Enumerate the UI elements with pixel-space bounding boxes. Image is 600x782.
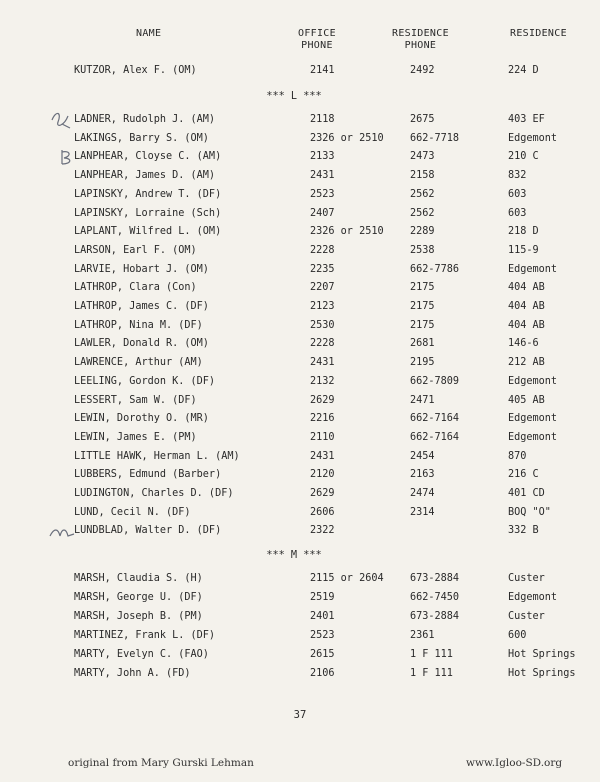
entry-name: LEWIN, Dorothy O. (MR): [74, 413, 209, 425]
entry-name: LEELING, Gordon K. (DF): [74, 375, 216, 387]
entry-name: LANPHEAR, James D. (AM): [74, 170, 216, 182]
table-row: [0, 589, 600, 607]
entry-name: LAWLER, Donald R. (OM): [74, 338, 209, 350]
entry-office-phone: 2431: [310, 357, 335, 369]
entry-name: LUDINGTON, Charles D. (DF): [74, 488, 234, 499]
entry-residence: 600: [508, 629, 527, 641]
entry-residence-phone: 673-2884: [410, 573, 460, 584]
entry-residence: 218 D: [508, 226, 539, 238]
section-heading-l: *** L ***: [266, 91, 322, 102]
entry-office-phone: 2519: [310, 591, 335, 603]
entry-name: LITTLE HAWK, Herman L. (AM): [74, 450, 240, 462]
entry-residence: 216 C: [508, 469, 539, 481]
entry-residence-phone: 662-7786: [410, 263, 460, 275]
entry-office-phone: 2115 or 2604: [310, 573, 384, 584]
table-row: [0, 410, 600, 428]
entry-office-phone: 2615: [310, 648, 335, 660]
entry-residence-phone: 662-7718: [410, 132, 460, 144]
entry-residence-phone: 2361: [410, 629, 435, 641]
entry-residence: 405 AB: [508, 394, 545, 406]
entry-residence-phone: 2175: [410, 282, 435, 294]
entry-residence-phone: 2454: [410, 450, 435, 462]
entry-residence: BOQ "O": [508, 506, 551, 518]
entry-office-phone: 2431: [310, 170, 335, 182]
entry-residence-phone: 2473: [410, 151, 435, 163]
entry-residence: Hot Springs: [508, 667, 576, 679]
entry-residence-phone: 662-7164: [410, 413, 460, 425]
table-row: [0, 335, 600, 353]
entry-office-phone: 2106: [310, 667, 335, 679]
entry-residence: Edgemont: [508, 431, 558, 443]
entry-office-phone: 2431: [310, 450, 335, 462]
entry-name: MARSH, George U. (DF): [74, 591, 203, 603]
entry-office-phone: 2401: [310, 610, 335, 622]
entry-office-phone: 2322: [310, 525, 335, 537]
entry-name: MARTY, Evelyn C. (FAO): [74, 648, 209, 660]
table-row: [0, 646, 600, 664]
entry-office-phone: 2207: [310, 282, 335, 294]
entry-residence-phone: 662-7809: [410, 375, 460, 387]
entry-residence: Custer: [508, 573, 545, 584]
entry-residence: 212 AB: [508, 357, 545, 369]
entry-name: LUND, Cecil N. (DF): [74, 506, 191, 518]
entry-residence: Hot Springs: [508, 648, 576, 660]
entry-residence: 224 D: [508, 65, 539, 76]
header-office-line1: OFFICE: [298, 28, 336, 39]
entry-residence-phone: 2163: [410, 469, 435, 481]
entry-residence-phone: 2681: [410, 338, 435, 350]
entry-residence-phone: 2675: [410, 114, 435, 125]
header-res-phone-line2: PHONE: [404, 40, 437, 51]
entry-office-phone: 2228: [310, 338, 335, 350]
entry-residence: 332 B: [508, 525, 539, 537]
entry-office-phone: 2629: [310, 394, 335, 406]
table-row: [0, 466, 600, 484]
entry-name: LATHROP, James C. (DF): [74, 301, 209, 312]
entry-name: MARTY, John A. (FD): [74, 667, 191, 679]
entry-name: LATHROP, Clara (Con): [74, 282, 197, 294]
table-row: [0, 130, 600, 148]
entry-office-phone: 2216: [310, 413, 335, 425]
entry-name: LATHROP, Nina M. (DF): [74, 319, 203, 331]
table-row: [0, 186, 600, 204]
entry-office-phone: 2123: [310, 301, 335, 312]
table-row: [0, 373, 600, 391]
entry-office-phone: 2606: [310, 506, 335, 518]
entry-office-phone: 2120: [310, 469, 335, 481]
pencil-mark-icon: [58, 148, 78, 168]
header-office-line2: PHONE: [301, 40, 333, 51]
entry-office-phone: 2629: [310, 488, 335, 499]
entry-residence-phone: 1 F 111: [410, 648, 453, 660]
entry-office-phone: 2141: [310, 65, 335, 76]
entry-office-phone: 2228: [310, 244, 335, 256]
table-row: [0, 317, 600, 335]
entry-residence: 146-6: [508, 338, 539, 350]
entry-name: LAWRENCE, Arthur (AM): [74, 357, 203, 369]
entry-office-phone: 2407: [310, 207, 335, 219]
entry-residence-phone: 2474: [410, 488, 435, 499]
entry-office-phone: 2118: [310, 114, 335, 125]
table-row: [0, 298, 600, 316]
table-row: [0, 242, 600, 260]
table-row: [0, 429, 600, 447]
entry-residence-phone: 2562: [410, 188, 435, 200]
entry-residence: 603: [508, 207, 527, 219]
entry-residence-phone: 2538: [410, 244, 435, 256]
entry-residence: 115-9: [508, 244, 539, 256]
table-row: [0, 485, 600, 503]
entry-residence-phone: 662-7450: [410, 591, 460, 603]
entry-residence: 603: [508, 188, 527, 200]
entry-residence: 832: [508, 170, 527, 182]
footer-credit: original from Mary Gurski Lehman: [68, 757, 254, 769]
entry-residence-phone: 2158: [410, 170, 435, 182]
entry-residence: 210 C: [508, 151, 539, 163]
entry-residence: Edgemont: [508, 591, 558, 603]
entry-residence-phone: 2314: [410, 506, 435, 518]
table-row: [0, 223, 600, 241]
entry-residence: 403 EF: [508, 114, 545, 125]
entry-office-phone: 2523: [310, 188, 335, 200]
table-row: [0, 111, 600, 129]
header-res-phone-line1: RESIDENCE: [392, 28, 449, 39]
entry-residence-phone: 662-7164: [410, 431, 460, 443]
footer-website: www.Igloo-SD.org: [466, 757, 563, 769]
pencil-mark-icon: [48, 524, 76, 544]
header-name: NAME: [136, 28, 162, 39]
table-row: [0, 392, 600, 410]
section-heading-m: *** M ***: [266, 550, 322, 561]
entry-name: LADNER, Rudolph J. (AM): [74, 114, 216, 125]
table-row: [0, 522, 600, 540]
entry-residence-phone: 2492: [410, 65, 435, 76]
entry-name: LUNDBLAD, Walter D. (DF): [74, 525, 222, 537]
entry-name: LARSON, Earl F. (OM): [74, 244, 197, 256]
entry-residence: 404 AB: [508, 301, 545, 312]
entry-name: KUTZOR, Alex F. (OM): [74, 65, 197, 76]
entry-name: MARTINEZ, Frank L. (DF): [74, 629, 216, 641]
entry-office-phone: 2133: [310, 151, 335, 163]
entry-name: LARVIE, Hobart J. (OM): [74, 263, 209, 275]
entry-residence: 401 CD: [508, 488, 545, 499]
entry-office-phone: 2110: [310, 431, 335, 443]
entry-residence-phone: 673-2884: [410, 610, 460, 622]
entry-residence-phone: 2289: [410, 226, 435, 238]
page-number: 37: [293, 709, 307, 721]
table-row: [0, 570, 600, 588]
entry-name: LANPHEAR, Cloyse C. (AM): [74, 151, 222, 163]
entry-office-phone: 2235: [310, 263, 335, 275]
entry-residence: Edgemont: [508, 132, 558, 144]
entry-residence: 404 AB: [508, 319, 545, 331]
entry-residence-phone: 2471: [410, 394, 435, 406]
table-row: [0, 627, 600, 645]
entry-office-phone: 2326 or 2510: [310, 226, 384, 238]
header-residence: RESIDENCE: [510, 28, 567, 39]
entry-residence: 404 AB: [508, 282, 545, 294]
entry-residence-phone: 1 F 111: [410, 667, 453, 679]
entry-residence: Edgemont: [508, 413, 558, 425]
table-row: [0, 167, 600, 185]
table-row: [0, 504, 600, 522]
table-row: [0, 354, 600, 372]
entry-residence: Edgemont: [508, 375, 558, 387]
entry-office-phone: 2523: [310, 629, 335, 641]
entry-residence: 870: [508, 450, 527, 462]
entry-office-phone: 2530: [310, 319, 335, 331]
table-row: [0, 62, 600, 80]
entry-office-phone: 2132: [310, 375, 335, 387]
entry-residence: Custer: [508, 610, 545, 622]
entry-name: LAKINGS, Barry S. (OM): [74, 132, 209, 144]
entry-residence-phone: 2562: [410, 207, 435, 219]
entry-residence: Edgemont: [508, 263, 558, 275]
entry-name: LAPLANT, Wilfred L. (OM): [74, 226, 222, 238]
pencil-mark-icon: [48, 108, 74, 134]
entry-office-phone: 2326 or 2510: [310, 132, 384, 144]
table-row: [0, 205, 600, 223]
entry-name: LUBBERS, Edmund (Barber): [74, 469, 222, 481]
table-row: [0, 665, 600, 683]
header-office-phone: [298, 28, 336, 52]
entry-name: MARSH, Joseph B. (PM): [74, 610, 203, 622]
table-row: [0, 261, 600, 279]
entry-name: LESSERT, Sam W. (DF): [74, 394, 197, 406]
table-row: [0, 448, 600, 466]
entry-name: LAPINSKY, Andrew T. (DF): [74, 188, 222, 200]
entry-name: LAPINSKY, Lorraine (Sch): [74, 207, 222, 219]
entry-name: MARSH, Claudia S. (H): [74, 573, 203, 584]
entry-residence-phone: 2175: [410, 319, 435, 331]
table-row: [0, 279, 600, 297]
header-residence-phone: [392, 28, 449, 52]
table-row: [0, 148, 600, 166]
entry-name: LEWIN, James E. (PM): [74, 431, 197, 443]
entry-residence-phone: 2195: [410, 357, 435, 369]
entry-residence-phone: 2175: [410, 301, 435, 312]
table-row: [0, 608, 600, 626]
